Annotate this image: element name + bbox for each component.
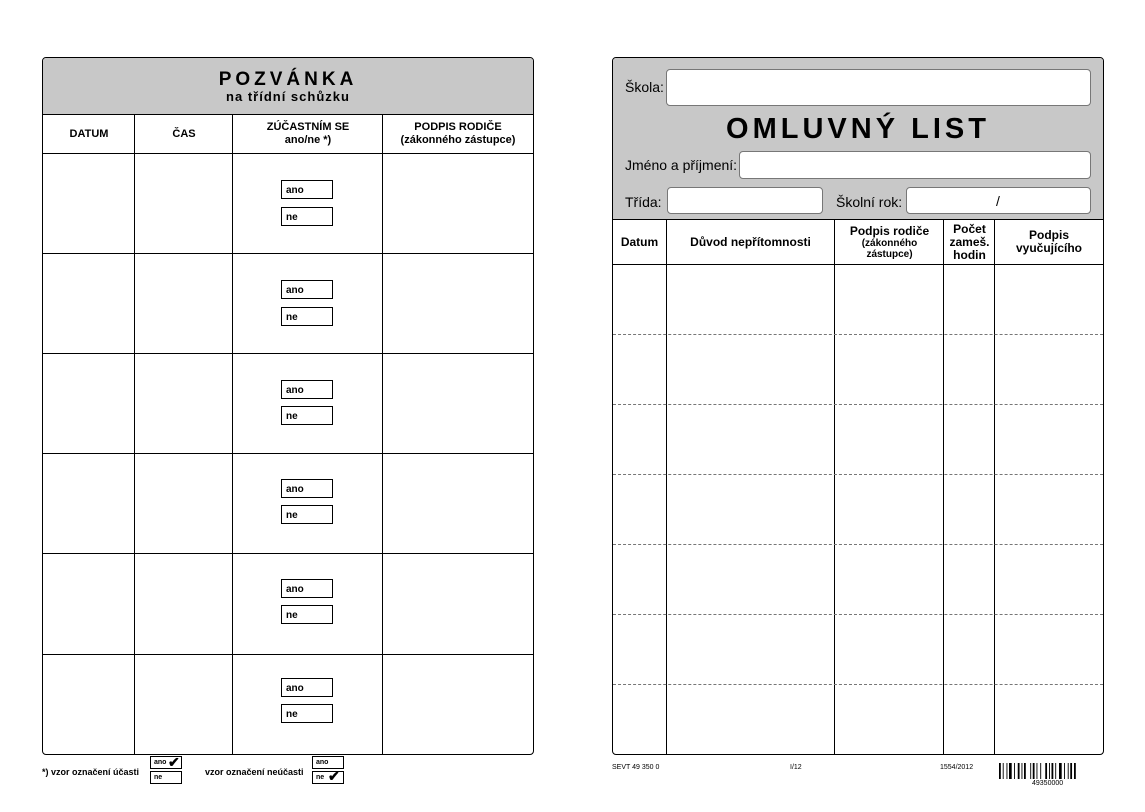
header-divider — [613, 264, 1103, 265]
row-divider — [613, 474, 1103, 475]
checkbox-ne[interactable]: ne — [281, 605, 333, 624]
row-divider — [43, 553, 533, 554]
legend-ucasti-text: *) vzor označení účasti — [42, 767, 140, 777]
row-divider — [43, 654, 533, 655]
col-header-pocet-line3: hodin — [953, 247, 986, 262]
col-header-duvod — [666, 220, 835, 264]
col-divider — [943, 220, 944, 754]
skola-field[interactable] — [666, 69, 1091, 106]
col-header-pocet-line2: zameš. — [949, 234, 990, 249]
barcode-icon — [999, 763, 1105, 779]
checkmark-icon: ✔ — [168, 754, 180, 770]
checkbox-ano[interactable]: ano — [281, 479, 333, 498]
row-divider — [43, 353, 533, 354]
legend-neucasti-text: vzor označení neúčasti — [205, 767, 304, 777]
legend-ucasti-ne — [150, 771, 182, 784]
row-divider — [613, 404, 1103, 405]
col-header-ucast-line2: ano/ne *) — [284, 134, 332, 146]
checkbox-ano[interactable]: ano — [281, 180, 333, 199]
jmeno-label: Jméno a příjmení: — [625, 157, 738, 173]
row-divider — [613, 334, 1103, 335]
trida-label: Třída: — [625, 194, 662, 210]
col-divider — [666, 220, 667, 754]
omluvny-list-form — [612, 57, 1104, 755]
legend-neucasti-ano-label: ano — [316, 759, 329, 766]
checkbox-ne[interactable]: ne — [281, 307, 333, 326]
col-header-podpis-line1: PODPIS RODIČE — [414, 121, 502, 133]
col-header-ucast-line1: ZÚČASTNÍM SE — [266, 121, 350, 133]
col-header-podpis-line2: (zákonného zástupce) — [400, 134, 516, 146]
skolni-rok-field[interactable] — [906, 187, 1091, 214]
col-header-podpis-vyuc-line1: Podpis — [1028, 228, 1069, 242]
legend-ucasti-ano-label: ano — [154, 759, 167, 766]
col-divider — [834, 220, 835, 754]
jmeno-field[interactable] — [739, 151, 1091, 179]
footer-edition: I/12 — [790, 764, 802, 771]
checkbox-ano[interactable]: ano — [281, 678, 333, 697]
row-divider — [613, 684, 1103, 685]
col-header-pocet-hodin — [944, 220, 995, 264]
checkbox-ano[interactable]: ano — [281, 380, 333, 399]
checkbox-ano[interactable]: ano — [281, 579, 333, 598]
omluvny-header — [613, 58, 1103, 220]
row-divider — [613, 544, 1103, 545]
col-header-podpis-vyuc-line2: vyučujícího — [1015, 241, 1083, 255]
col-header-podpis — [383, 115, 533, 153]
footer-code: SEVT 49 350 0 — [612, 764, 660, 771]
col-header-datum-label: Datum — [620, 234, 659, 249]
col-divider — [232, 115, 233, 754]
col-header-podpis-vyucujiciho — [995, 220, 1103, 264]
omluvny-title: OMLUVNÝ LIST — [726, 113, 990, 145]
pozvanka-form — [42, 57, 534, 755]
checkbox-ne[interactable]: ne — [281, 505, 333, 524]
col-header-cas — [135, 115, 233, 153]
legend-ucasti-ne-label: ne — [154, 774, 163, 781]
col-header-datum — [43, 115, 135, 153]
col-divider — [994, 220, 995, 754]
legend-neucasti-ne-label: ne — [316, 774, 325, 781]
checkbox-ano[interactable]: ano — [281, 280, 333, 299]
pozvanka-title: POZVÁNKA — [218, 69, 358, 90]
skolni-rok-label: Školní rok: — [836, 194, 903, 210]
trida-field[interactable] — [667, 187, 823, 214]
col-header-cas-label: ČAS — [172, 127, 196, 140]
row-divider — [43, 453, 533, 454]
barcode-number: 49350000 — [1032, 780, 1064, 787]
col-header-datum — [613, 220, 666, 264]
col-header-ucast — [233, 115, 383, 153]
col-header-podpis-rodice — [835, 220, 944, 264]
checkbox-ne[interactable]: ne — [281, 207, 333, 226]
checkbox-ne[interactable]: ne — [281, 406, 333, 425]
col-header-podpis-rodice-line2: (zákonného — [861, 237, 918, 249]
row-divider — [43, 253, 533, 254]
pozvanka-subtitle: na třídní schůzku — [226, 89, 350, 104]
skolni-rok-separator: / — [996, 193, 1000, 209]
pozvanka-header — [43, 58, 533, 115]
footer-number: 1554/2012 — [940, 764, 974, 771]
col-header-podpis-rodice-line1: Podpis rodiče — [849, 223, 930, 238]
checkbox-ne[interactable]: ne — [281, 704, 333, 723]
row-divider — [43, 153, 533, 154]
checkmark-icon: ✔ — [328, 768, 340, 784]
col-header-pocet-line1: Počet — [953, 221, 986, 236]
col-header-podpis-rodice-line3: zástupce) — [866, 248, 913, 260]
row-divider — [613, 614, 1103, 615]
col-divider — [134, 115, 135, 754]
skola-label: Škola: — [625, 79, 664, 95]
col-header-datum-label: DATUM — [69, 127, 109, 140]
col-header-duvod-label: Důvod nepřítomnosti — [690, 234, 811, 249]
col-divider — [382, 115, 383, 754]
